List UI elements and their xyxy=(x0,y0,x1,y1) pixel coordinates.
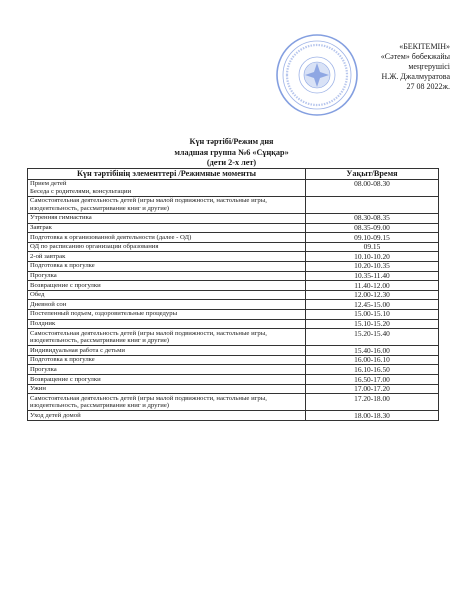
time-cell: 08.35-09.00 xyxy=(306,223,439,233)
table-row xyxy=(28,384,439,394)
table-row xyxy=(28,319,439,329)
column-header-time: Уақыт/Время xyxy=(306,169,439,180)
table-row xyxy=(28,271,439,281)
table-row xyxy=(28,394,439,411)
activity-cell: Прогулка xyxy=(28,271,306,281)
activity-cell: Индивидуальная работа с детьми xyxy=(28,346,306,356)
table-row xyxy=(28,223,439,233)
table-row xyxy=(28,261,439,271)
activity-cell: 2-ой завтрак xyxy=(28,252,306,262)
activity-cell: ОД по расписанию организации образования xyxy=(28,242,306,252)
schedule-table xyxy=(27,168,439,421)
time-cell: 08.00-08.30 xyxy=(306,179,439,196)
table-row xyxy=(28,290,439,300)
activity-cell: Утренняя гимнастика xyxy=(28,213,306,223)
table-row xyxy=(28,346,439,356)
activity-cell: Обед xyxy=(28,290,306,300)
table-row xyxy=(28,233,439,243)
title-line: младшая группа №6 «Сұңқар» xyxy=(174,147,289,157)
approval-line: «Сәтем» бөбекжайы xyxy=(380,52,450,61)
time-cell: 11.40-12.00 xyxy=(306,281,439,291)
activity-cell: Подготовка к прогулке xyxy=(28,355,306,365)
approval-block xyxy=(318,42,450,92)
approval-line: меңгерушісі xyxy=(408,62,450,71)
table-row xyxy=(28,309,439,319)
table-row xyxy=(28,242,439,252)
activity-cell: Подготовка к прогулке xyxy=(28,261,306,271)
activity-cell: Возвращение с прогулки xyxy=(28,375,306,385)
time-cell: 16.50-17.00 xyxy=(306,375,439,385)
activity-cell: Постепенный подъем, оздоровительные процедуры xyxy=(28,309,306,319)
table-row xyxy=(28,355,439,365)
time-cell: 16.10-16.50 xyxy=(306,365,439,375)
table-row xyxy=(28,179,439,196)
approval-line: 27 08 2022ж. xyxy=(406,82,450,91)
table-row xyxy=(28,411,439,421)
table-row xyxy=(28,365,439,375)
time-cell: 08.30-08.35 xyxy=(306,213,439,223)
time-cell: 18.00-18.30 xyxy=(306,411,439,421)
title-line: (дети 2-х лет) xyxy=(206,158,257,167)
approval-line: Н.Ж. Джалмуратова xyxy=(381,72,450,81)
time-cell: 12.00-12.30 xyxy=(306,290,439,300)
table-row xyxy=(28,375,439,385)
activity-cell: Прогулка xyxy=(28,365,306,375)
time-cell: 15.40-16.00 xyxy=(306,346,439,356)
activity-cell: Возвращение с прогулки xyxy=(28,281,306,291)
table-row xyxy=(28,300,439,310)
activity-cell: Завтрак xyxy=(28,223,306,233)
time-cell: 15.00-15.10 xyxy=(306,309,439,319)
activity-cell: Ужин xyxy=(28,384,306,394)
time-cell: 17.00-17.20 xyxy=(306,384,439,394)
table-row xyxy=(28,196,439,213)
time-cell: 10.35-11.40 xyxy=(306,271,439,281)
title-line: Күн тәртібі/Режим дня xyxy=(189,137,274,146)
activity-cell: Прием детей Беседа с родителями, консультации xyxy=(28,179,306,196)
activity-cell: Дневной сон xyxy=(28,300,306,310)
approval-line: «БЕКІТЕМІН» xyxy=(399,42,450,51)
table-header-row xyxy=(28,169,439,180)
time-cell: 15.10-15.20 xyxy=(306,319,439,329)
time-cell: 16.00-16.10 xyxy=(306,355,439,365)
activity-cell: Уход детей домой xyxy=(28,411,306,421)
activity-cell: Самостоятельная деятельность детей (игры малой подвижности, настольные игры, изодеятельность, рассматривание книг и другие) xyxy=(28,394,306,411)
table-row xyxy=(28,281,439,291)
time-cell: 10.20-10.35 xyxy=(306,261,439,271)
column-header-activity: Күн тәртібінің элементтері /Режимные моменты xyxy=(28,169,306,180)
time-cell xyxy=(306,196,439,213)
document-title xyxy=(0,137,463,169)
time-cell: 10.10-10.20 xyxy=(306,252,439,262)
time-cell: 09.10-09.15 xyxy=(306,233,439,243)
time-cell: 15.20-15.40 xyxy=(306,329,439,346)
time-cell: 17.20-18.00 xyxy=(306,394,439,411)
table-row xyxy=(28,329,439,346)
table-row xyxy=(28,213,439,223)
time-cell: 12.45-15.00 xyxy=(306,300,439,310)
activity-cell: Самостоятельная деятельность детей (игры малой подвижности, настольные игры, изодеятельность, рассматривание книг и другие) xyxy=(28,329,306,346)
activity-cell: Самостоятельная деятельность детей (игры малой подвижности, настольные игры, изодеятельность, рассматривание книг и другие) xyxy=(28,196,306,213)
activity-cell: Полдник xyxy=(28,319,306,329)
table-row xyxy=(28,252,439,262)
time-cell: 09.15 xyxy=(306,242,439,252)
activity-cell: Подготовка к организованной деятельности (далее - ОД) xyxy=(28,233,306,243)
